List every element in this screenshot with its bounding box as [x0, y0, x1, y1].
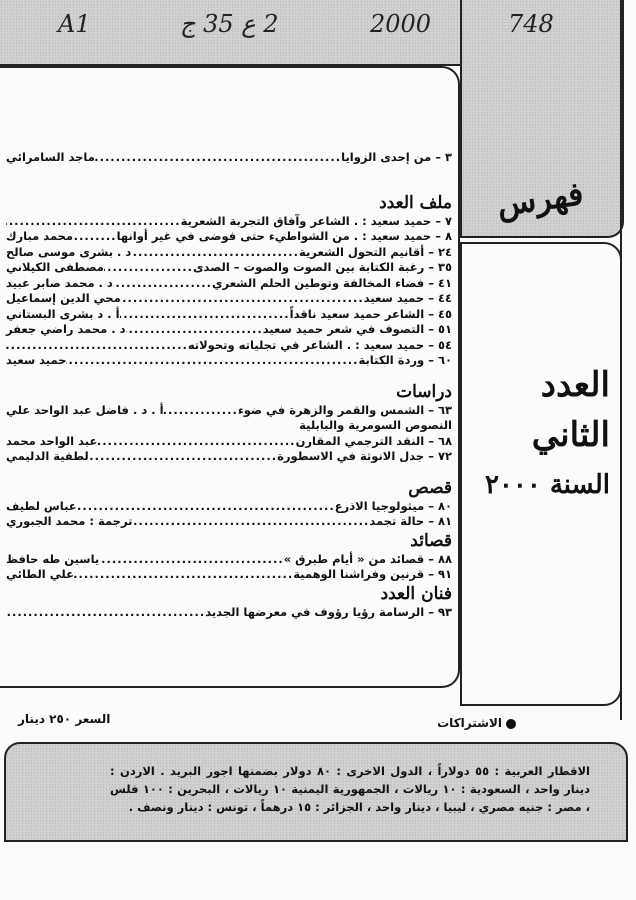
entry-author: عباس لطيف: [6, 498, 77, 513]
leader-dots: [74, 567, 293, 583]
leader-dots: [97, 434, 295, 450]
entry-author: حميد سعيد: [6, 353, 67, 367]
toc-entry[interactable]: ٦٣ – الشمس والقمر والزهرة في ضوء ..... أ . د . فاضل عبد الواحد علي: [6, 403, 452, 419]
entry-page-number: ٧: [444, 213, 452, 228]
leader-dots: [89, 449, 277, 465]
leader-dots: [126, 322, 263, 338]
issue-year: السنة ٢٠٠٠: [484, 470, 610, 500]
handwritten-year: 2000: [370, 10, 432, 38]
entry-page-number: ٣: [444, 150, 452, 164]
section-heading: قصائد: [410, 530, 452, 551]
leader-dots: [99, 552, 283, 568]
toc-entry[interactable]: ٤١ – فضاء المخالفة وتوطين الحلم الشعري ..... د . محمد صابر عبيد: [6, 276, 452, 292]
subscriptions-box: [4, 742, 628, 842]
toc-entry[interactable]: ٤٥ – الشاعر حميد سعيد ناقداً ..... أ . د بشرى البستاني: [6, 307, 452, 323]
entry-page-number: ٨١: [437, 514, 452, 528]
entry-author: د . محمد راضي جعفر: [6, 322, 126, 336]
entry-title: ميثولوجيا الاذرع: [334, 498, 425, 513]
entry-author: د . بشرى موسى صالح: [6, 244, 132, 259]
entry-title: حالة تجمد: [369, 514, 425, 528]
entry-title: قصائد من « أيام طبرق »: [283, 551, 425, 566]
section-heading: فنان العدد: [380, 583, 452, 604]
toc-sections: [6, 192, 452, 621]
entry-page-number: ٣٥: [437, 260, 452, 274]
subscriptions-label: الاشتراكات: [437, 716, 502, 730]
toc-entry[interactable]: ٣٥ – رغبة الكتابة بين الصوت والصوت – الصدى ..... مصطفى الكيلاني: [6, 260, 452, 276]
toc-entry[interactable]: ٨٨ – قصائد من « أيام طبرق » ..... ياسين طه حافظ: [6, 552, 452, 568]
handwritten-number: 748: [508, 10, 554, 38]
toc-entry[interactable]: ٩١ – قرنين وفراشنا الوهمية ..... علي الطائي: [6, 567, 452, 583]
entry-author: محي الدين إسماعيل: [6, 291, 121, 305]
entry-page-number: ٨٨: [437, 551, 452, 566]
entry-page-number: ٥٤: [437, 337, 452, 352]
entry-title: الرسامة رؤيا رؤوف في معرضها الجديد: [205, 604, 425, 619]
leader-dots: [6, 605, 205, 621]
bullet-icon: [506, 719, 516, 729]
leader-dots: [104, 260, 193, 276]
entry-author: ماجد السامرائي: [6, 150, 95, 164]
leader-dots: [95, 150, 341, 166]
page-title: فهرس: [494, 174, 586, 224]
entry-title-continuation: النصوص السومرية والبابلية: [299, 418, 452, 432]
entry-title: من إحدى الزوايا: [341, 150, 432, 164]
entry-title: فضاء المخالفة وتوطين الحلم الشعري: [212, 275, 425, 290]
issue-label: العدد: [540, 365, 610, 405]
handwritten-issue-ref: 2 ع 35 ج: [180, 10, 279, 38]
entry-title: حميد سعيد : . الشاعر في تجلياته وتحولاته: [187, 337, 425, 352]
entry-title: حميد سعيد : . من الشواطيء حتى فوضى في غير أوانها: [116, 229, 432, 243]
section-heading: قصص: [408, 477, 452, 498]
entry-page-number: ٩٣: [437, 604, 452, 619]
issue-info: [460, 360, 610, 510]
entry-title: النقد الترجمي المقارن: [295, 433, 425, 448]
price-label: السعر ٢٥٠ دينار: [18, 712, 111, 726]
leader-dots: [6, 338, 188, 354]
entry-author: لطفية الدليمي: [6, 449, 89, 463]
toc-entry[interactable]: ٦٠ – وردة الكتابة ..... حميد سعيد: [6, 353, 452, 369]
entry-page-number: ٧٢: [437, 449, 452, 463]
toc-entry[interactable]: ٢٤ – أقانيم التحول الشعرية ..... د . بشرى موسى صالح: [6, 245, 452, 261]
entry-author: ياسين طه حافظ: [6, 551, 100, 566]
toc-entry-intro[interactable]: ٣ – من إحدى الزوايا ..... ماجد السامرائي: [6, 150, 452, 166]
handwritten-annotation: [0, 10, 600, 50]
toc-entry[interactable]: ٧ – حميد سعيد : . الشاعر وآفاق التجربة الشعرية .....: [6, 214, 452, 230]
entry-author: محمد مبارك: [6, 229, 74, 243]
leader-dots: [113, 276, 212, 292]
entry-author: د . محمد صابر عبيد: [6, 275, 113, 290]
entry-page-number: ٤١: [437, 275, 452, 290]
entry-title: قرنين وفراشنا الوهمية: [293, 567, 425, 581]
entry-title: التصوف في شعر حميد سعيد: [262, 322, 425, 336]
leader-dots: [131, 245, 299, 261]
leader-dots: [73, 229, 117, 245]
table-of-contents: [6, 150, 452, 620]
entry-page-number: ٤٥: [437, 306, 452, 321]
toc-entry[interactable]: ٨ – حميد سعيد : . من الشواطيء حتى فوضى في غير أوانها ..... محمد مبارك: [6, 229, 452, 245]
entry-title: جدل الانوثة في الاسطورة: [277, 449, 425, 463]
subscriptions-text: الاقطار العربية : ٥٥ دولاراً ، الدول الاخرى : ٨٠ دولار بضمنها اجور البريد . الاردن : دينار واحد ، السعودية : ١٠ ريالات ، الجمهورية اليمنية ١٠ ريالات ، البحرين : ١٠٠ فلس ، مصر : جنيه مصري ، ليبيا ، دينار واحد ، الجزائر : ١٥ درهماً ، تونس : دينار ونصف .: [110, 764, 590, 814]
entry-page-number: ٥١: [437, 322, 452, 336]
toc-entry[interactable]: ٧٢ – جدل الانوثة في الاسطورة ..... لطفية الدليمي: [6, 449, 452, 465]
entry-title: الشمس والقمر والزهرة في ضوء: [237, 402, 425, 417]
entry-page-number: ٦٨: [437, 433, 452, 448]
issue-ordinal: الثاني: [531, 415, 610, 455]
entry-page-number: ٤٤: [437, 291, 452, 305]
toc-entry[interactable]: ٥٤ – حميد سعيد : . الشاعر في تجلياته وتحولاته .....: [6, 338, 452, 354]
leader-dots: [120, 307, 290, 323]
toc-entry[interactable]: ٦٨ – النقد الترجمي المقارن ..... عبد الواحد محمد: [6, 434, 452, 450]
handwritten-code: A1: [58, 10, 91, 38]
toc-entry[interactable]: ٨١ – حالة تجمد ..... ترجمة : محمد الجبوري: [6, 514, 452, 530]
toc-entry[interactable]: ٤٤ – حميد سعيد ..... محي الدين إسماعيل: [6, 291, 452, 307]
entry-author: مصطفى الكيلاني: [6, 260, 104, 274]
entry-title: رغبة الكتابة بين الصوت والصوت – الصدى: [193, 260, 425, 274]
entry-title: حميد سعيد: [363, 291, 425, 305]
entry-title: وردة الكتابة: [358, 353, 425, 367]
leader-dots: [77, 499, 335, 515]
entry-title: الشاعر حميد سعيد ناقداً: [289, 306, 425, 321]
leader-dots: [121, 291, 364, 307]
leader-dots: [132, 514, 369, 530]
entry-page-number: ٩١: [437, 567, 452, 581]
section-heading: ملف العدد: [379, 192, 452, 213]
entry-page-number: ٦٠: [437, 353, 452, 367]
entry-page-number: ٦٣: [437, 402, 452, 417]
entry-title: حميد سعيد : . الشاعر وآفاق التجربة الشعرية: [180, 213, 432, 228]
leader-dots: [6, 214, 181, 230]
toc-entry[interactable]: ٨٠ – ميثولوجيا الاذرع ..... عباس لطيف: [6, 499, 452, 515]
entry-page-number: ٨: [444, 229, 452, 243]
section-heading: دراسات: [396, 381, 452, 402]
entry-title: أقانيم التحول الشعرية: [299, 244, 425, 259]
subscriptions-heading: [437, 716, 516, 730]
entry-page-number: ٢٤: [437, 244, 452, 259]
entry-page-number: ٨٠: [437, 498, 452, 513]
entry-author: عبد الواحد محمد: [6, 433, 98, 448]
leader-dots: [164, 403, 238, 419]
toc-entry[interactable]: ٩٣ – الرسامة رؤيا رؤوف في معرضها الجديد .....: [6, 605, 452, 621]
toc-entry[interactable]: ٥١ – التصوف في شعر حميد سعيد ..... د . محمد راضي جعفر: [6, 322, 452, 338]
entry-author: أ . د . فاضل عبد الواحد علي: [6, 402, 164, 417]
entry-author: علي الطائي: [6, 567, 74, 581]
entry-author: أ . د بشرى البستاني: [6, 306, 120, 321]
leader-dots: [66, 353, 358, 369]
entry-author: ترجمة : محمد الجبوري: [6, 514, 133, 528]
